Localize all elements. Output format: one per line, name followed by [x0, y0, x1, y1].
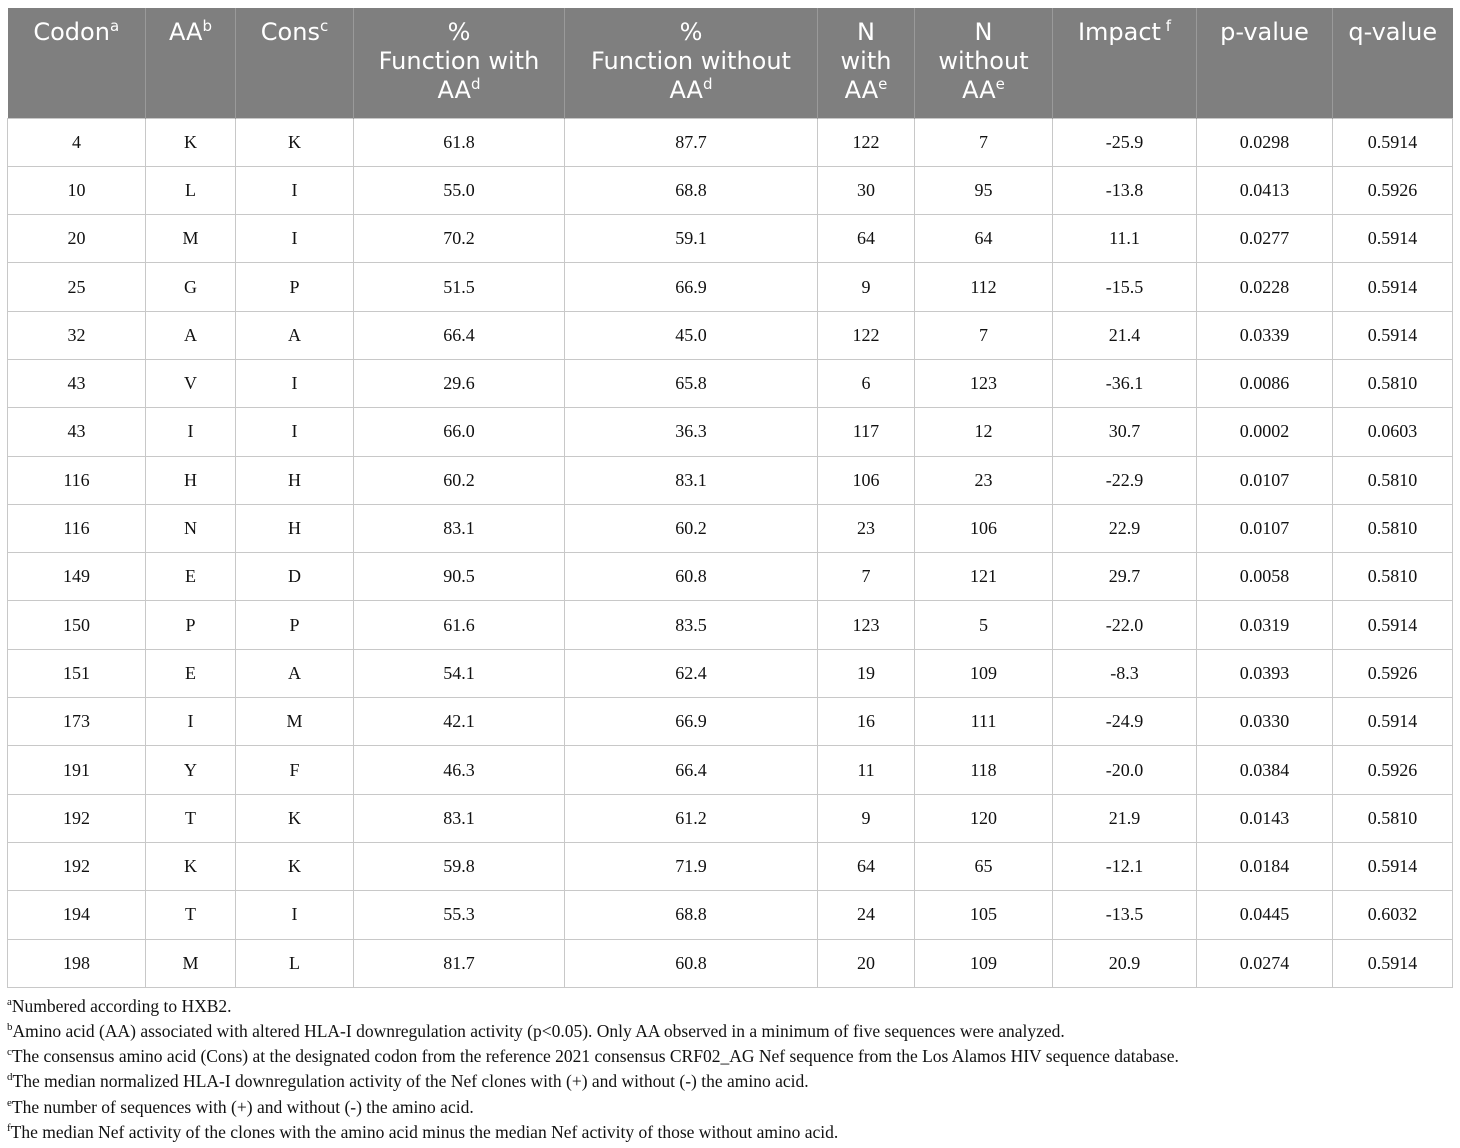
table-cell: 55.3 [354, 891, 565, 939]
table-cell: 0.0184 [1197, 842, 1333, 890]
table-row [8, 456, 1453, 504]
footnote-mark: c [7, 1046, 12, 1059]
data-table [7, 8, 1453, 988]
table-cell: 0.5914 [1333, 118, 1453, 166]
header-footnote-mark: c [319, 17, 329, 35]
column-header [1053, 8, 1197, 118]
footnote-mark: f [7, 1122, 11, 1135]
table-cell: 29.6 [354, 359, 565, 407]
table-cell: 9 [818, 794, 915, 842]
table-container [7, 8, 1452, 1145]
table-cell: 81.7 [354, 939, 565, 987]
table-cell: 0.5926 [1333, 649, 1453, 697]
table-cell: 11 [818, 746, 915, 794]
table-cell: 83.5 [565, 601, 818, 649]
table-cell: 0.5810 [1333, 359, 1453, 407]
table-cell: 60.8 [565, 553, 818, 601]
table-cell: 0.0339 [1197, 311, 1333, 359]
table-cell: -22.0 [1053, 601, 1197, 649]
table-cell: 0.6032 [1333, 891, 1453, 939]
table-cell: 0.0445 [1197, 891, 1333, 939]
table-cell: -25.9 [1053, 118, 1197, 166]
table-cell: 111 [915, 698, 1053, 746]
table-cell: 122 [818, 311, 915, 359]
table-cell: 23 [818, 504, 915, 552]
table-cell: 0.5914 [1333, 842, 1453, 890]
table-cell: 12 [915, 408, 1053, 456]
table-cell: 20.9 [1053, 939, 1197, 987]
table-cell: 173 [8, 698, 146, 746]
table-cell: 19 [818, 649, 915, 697]
footnote [7, 1120, 1452, 1145]
header-label: with AA [840, 47, 892, 104]
table-cell: 123 [818, 601, 915, 649]
header-footnote-mark: e [995, 75, 1005, 93]
table-cell: 59.8 [354, 842, 565, 890]
table-cell: 0.0413 [1197, 166, 1333, 214]
table-cell: 61.6 [354, 601, 565, 649]
table-cell: 83.1 [354, 504, 565, 552]
table-cell: 62.4 [565, 649, 818, 697]
table-cell: 0.5810 [1333, 504, 1453, 552]
table-row [8, 891, 1453, 939]
header-label: Function with AA [378, 47, 540, 104]
table-cell: 192 [8, 842, 146, 890]
table-cell: 66.4 [354, 311, 565, 359]
table-cell: 29.7 [1053, 553, 1197, 601]
table-cell: 0.5914 [1333, 263, 1453, 311]
table-cell: 149 [8, 553, 146, 601]
table-cell: 0.5810 [1333, 794, 1453, 842]
table-cell: 64 [818, 215, 915, 263]
table-cell: E [146, 649, 236, 697]
table-cell: P [236, 263, 354, 311]
table-cell: 95 [915, 166, 1053, 214]
table-row [8, 746, 1453, 794]
table-cell: 45.0 [565, 311, 818, 359]
table-cell: -12.1 [1053, 842, 1197, 890]
header-prefix: % [679, 18, 703, 46]
table-cell: I [146, 698, 236, 746]
table-row [8, 698, 1453, 746]
table-cell: 43 [8, 359, 146, 407]
table-cell: 24 [818, 891, 915, 939]
table-cell: 42.1 [354, 698, 565, 746]
table-cell: 198 [8, 939, 146, 987]
table-cell: 66.9 [565, 698, 818, 746]
header-label: Codon [33, 18, 110, 46]
table-cell: 16 [818, 698, 915, 746]
table-cell: 9 [818, 263, 915, 311]
table-cell: 0.5914 [1333, 698, 1453, 746]
header-footnote-mark: d [470, 75, 481, 93]
table-cell: 30.7 [1053, 408, 1197, 456]
header-footnote-mark: b [202, 17, 213, 35]
table-row [8, 601, 1453, 649]
table-cell: 123 [915, 359, 1053, 407]
table-row [8, 939, 1453, 987]
table-cell: -24.9 [1053, 698, 1197, 746]
table-cell: 30 [818, 166, 915, 214]
table-cell: 0.5926 [1333, 166, 1453, 214]
table-row [8, 263, 1453, 311]
table-cell: 0.5914 [1333, 215, 1453, 263]
column-header [915, 8, 1053, 118]
footnote-text: The number of sequences with (+) and without (-) the amino acid. [11, 1096, 474, 1117]
footnote-text: The median Nef activity of the clones with the amino acid minus the median Nef activity of those without amino acid. [10, 1121, 839, 1142]
table-cell: 21.9 [1053, 794, 1197, 842]
table-cell: F [236, 746, 354, 794]
table-cell: 0.0274 [1197, 939, 1333, 987]
table-cell: M [146, 939, 236, 987]
footnote-text: The consensus amino acid (Cons) at the designated codon from the reference 2021 consensus CRF02_AG Nef sequence from the Los Alamos HIV sequence database. [11, 1046, 1179, 1067]
table-cell: 65.8 [565, 359, 818, 407]
table-cell: K [146, 118, 236, 166]
table-row [8, 794, 1453, 842]
table-cell: 25 [8, 263, 146, 311]
table-cell: 55.0 [354, 166, 565, 214]
table-cell: 0.0086 [1197, 359, 1333, 407]
column-header [818, 8, 915, 118]
table-cell: 0.0384 [1197, 746, 1333, 794]
table-cell: 0.0603 [1333, 408, 1453, 456]
table-cell: 71.9 [565, 842, 818, 890]
header-label: Cons [260, 18, 320, 46]
table-cell: 46.3 [354, 746, 565, 794]
table-cell: K [236, 842, 354, 890]
table-cell: -20.0 [1053, 746, 1197, 794]
table-cell: 191 [8, 746, 146, 794]
header-footnote-mark: e [878, 75, 888, 93]
footnote [7, 1069, 1452, 1094]
table-cell: V [146, 359, 236, 407]
table-cell: 105 [915, 891, 1053, 939]
table-cell: 117 [818, 408, 915, 456]
table-cell: 60.8 [565, 939, 818, 987]
header-footnote-mark: d [702, 75, 713, 93]
table-cell: 66.0 [354, 408, 565, 456]
footnote-mark: e [7, 1096, 12, 1109]
table-cell: 118 [915, 746, 1053, 794]
table-row [8, 166, 1453, 214]
footnote [7, 1095, 1452, 1120]
footnotes [7, 994, 1452, 1145]
table-cell: 66.4 [565, 746, 818, 794]
column-header [236, 8, 354, 118]
table-cell: 64 [915, 215, 1053, 263]
table-cell: 120 [915, 794, 1053, 842]
table-cell: K [146, 842, 236, 890]
header-footnote-mark: f [1160, 17, 1172, 35]
table-row [8, 408, 1453, 456]
table-cell: 68.8 [565, 166, 818, 214]
header-prefix: N [974, 18, 993, 46]
table-body [8, 118, 1453, 987]
table-cell: 36.3 [565, 408, 818, 456]
table-cell: 0.0319 [1197, 601, 1333, 649]
table-cell: H [236, 456, 354, 504]
table-cell: 0.0298 [1197, 118, 1333, 166]
table-cell: P [236, 601, 354, 649]
table-cell: 11.1 [1053, 215, 1197, 263]
table-cell: -15.5 [1053, 263, 1197, 311]
table-cell: 122 [818, 118, 915, 166]
table-row [8, 649, 1453, 697]
footnote-text: Numbered according to HXB2. [11, 995, 232, 1016]
table-cell: 32 [8, 311, 146, 359]
table-cell: P [146, 601, 236, 649]
table-cell: 10 [8, 166, 146, 214]
footnote-mark: d [7, 1071, 13, 1084]
table-cell: 70.2 [354, 215, 565, 263]
table-cell: 112 [915, 263, 1053, 311]
table-cell: 0.5810 [1333, 553, 1453, 601]
table-cell: D [236, 553, 354, 601]
table-cell: 0.0107 [1197, 504, 1333, 552]
table-cell: 23 [915, 456, 1053, 504]
table-cell: 192 [8, 794, 146, 842]
table-cell: 66.9 [565, 263, 818, 311]
column-header [8, 8, 146, 118]
table-cell: T [146, 891, 236, 939]
table-cell: -13.5 [1053, 891, 1197, 939]
table-cell: M [146, 215, 236, 263]
table-cell: 106 [818, 456, 915, 504]
table-cell: L [146, 166, 236, 214]
table-cell: 0.0228 [1197, 263, 1333, 311]
table-cell: 51.5 [354, 263, 565, 311]
table-cell: H [146, 456, 236, 504]
table-cell: 7 [915, 311, 1053, 359]
table-cell: M [236, 698, 354, 746]
table-cell: 0.0330 [1197, 698, 1333, 746]
header-row [8, 8, 1453, 118]
table-cell: 0.0143 [1197, 794, 1333, 842]
table-cell: 43 [8, 408, 146, 456]
header-label: q-value [1348, 18, 1438, 46]
table-cell: -22.9 [1053, 456, 1197, 504]
footnote-mark: b [7, 1021, 13, 1034]
table-row [8, 842, 1453, 890]
table-cell: L [236, 939, 354, 987]
table-cell: 5 [915, 601, 1053, 649]
table-cell: 83.1 [354, 794, 565, 842]
table-cell: 0.0393 [1197, 649, 1333, 697]
table-cell: Y [146, 746, 236, 794]
table-cell: 7 [818, 553, 915, 601]
header-label: AA [168, 18, 203, 46]
table-row [8, 553, 1453, 601]
table-cell: T [146, 794, 236, 842]
footnote-text: The median normalized HLA-I downregulation activity of the Nef clones with (+) and without (-) the amino acid. [12, 1071, 809, 1092]
table-cell: I [236, 215, 354, 263]
table-cell: N [146, 504, 236, 552]
header-label: Impact [1077, 18, 1161, 46]
table-cell: A [236, 649, 354, 697]
table-cell: 68.8 [565, 891, 818, 939]
table-cell: 0.0002 [1197, 408, 1333, 456]
column-header [1197, 8, 1333, 118]
table-cell: 54.1 [354, 649, 565, 697]
table-cell: 64 [818, 842, 915, 890]
table-cell: I [236, 408, 354, 456]
table-row [8, 118, 1453, 166]
table-cell: 0.0107 [1197, 456, 1333, 504]
header-label: p-value [1220, 18, 1309, 46]
table-cell: G [146, 263, 236, 311]
table-cell: 60.2 [565, 504, 818, 552]
table-cell: A [146, 311, 236, 359]
column-header [146, 8, 236, 118]
table-cell: -8.3 [1053, 649, 1197, 697]
table-cell: -13.8 [1053, 166, 1197, 214]
table-cell: H [236, 504, 354, 552]
table-cell: 21.4 [1053, 311, 1197, 359]
table-cell: 0.5810 [1333, 456, 1453, 504]
column-header [354, 8, 565, 118]
table-cell: 0.5914 [1333, 601, 1453, 649]
table-cell: 4 [8, 118, 146, 166]
header-prefix: N [857, 18, 875, 46]
table-cell: 61.8 [354, 118, 565, 166]
table-cell: 90.5 [354, 553, 565, 601]
table-cell: 61.2 [565, 794, 818, 842]
table-cell: 150 [8, 601, 146, 649]
table-cell: 87.7 [565, 118, 818, 166]
footnote [7, 1044, 1452, 1069]
table-cell: 109 [915, 939, 1053, 987]
table-cell: -36.1 [1053, 359, 1197, 407]
table-cell: I [236, 166, 354, 214]
table-cell: 59.1 [565, 215, 818, 263]
header-label: without AA [938, 47, 1029, 104]
footnote [7, 1019, 1452, 1044]
table-row [8, 215, 1453, 263]
table-cell: K [236, 118, 354, 166]
table-cell: 121 [915, 553, 1053, 601]
table-cell: K [236, 794, 354, 842]
table-cell: 20 [8, 215, 146, 263]
table-cell: 106 [915, 504, 1053, 552]
table-cell: I [236, 891, 354, 939]
footnote-text: Amino acid (AA) associated with altered HLA-I downregulation activity (p<0.05). Only AA observed in a minimum of five sequences were analyzed. [12, 1021, 1065, 1042]
table-cell: 20 [818, 939, 915, 987]
footnote [7, 994, 1452, 1019]
table-cell: A [236, 311, 354, 359]
header-label: Function without AA [591, 47, 791, 104]
footnote-mark: a [7, 996, 12, 1009]
header-footnote-mark: a [109, 17, 120, 35]
table-cell: 60.2 [354, 456, 565, 504]
table-cell: I [146, 408, 236, 456]
header-prefix: % [447, 18, 471, 46]
table-cell: 22.9 [1053, 504, 1197, 552]
column-header [1333, 8, 1453, 118]
table-cell: 0.5926 [1333, 746, 1453, 794]
table-cell: 194 [8, 891, 146, 939]
table-cell: 6 [818, 359, 915, 407]
table-row [8, 504, 1453, 552]
table-cell: E [146, 553, 236, 601]
table-cell: 65 [915, 842, 1053, 890]
table-cell: 109 [915, 649, 1053, 697]
column-header [565, 8, 818, 118]
table-cell: 116 [8, 456, 146, 504]
table-cell: 0.5914 [1333, 939, 1453, 987]
table-cell: 0.5914 [1333, 311, 1453, 359]
table-cell: 151 [8, 649, 146, 697]
table-row [8, 311, 1453, 359]
table-cell: 0.0058 [1197, 553, 1333, 601]
table-cell: I [236, 359, 354, 407]
table-cell: 7 [915, 118, 1053, 166]
table-row [8, 359, 1453, 407]
table-cell: 0.0277 [1197, 215, 1333, 263]
table-cell: 116 [8, 504, 146, 552]
table-cell: 83.1 [565, 456, 818, 504]
